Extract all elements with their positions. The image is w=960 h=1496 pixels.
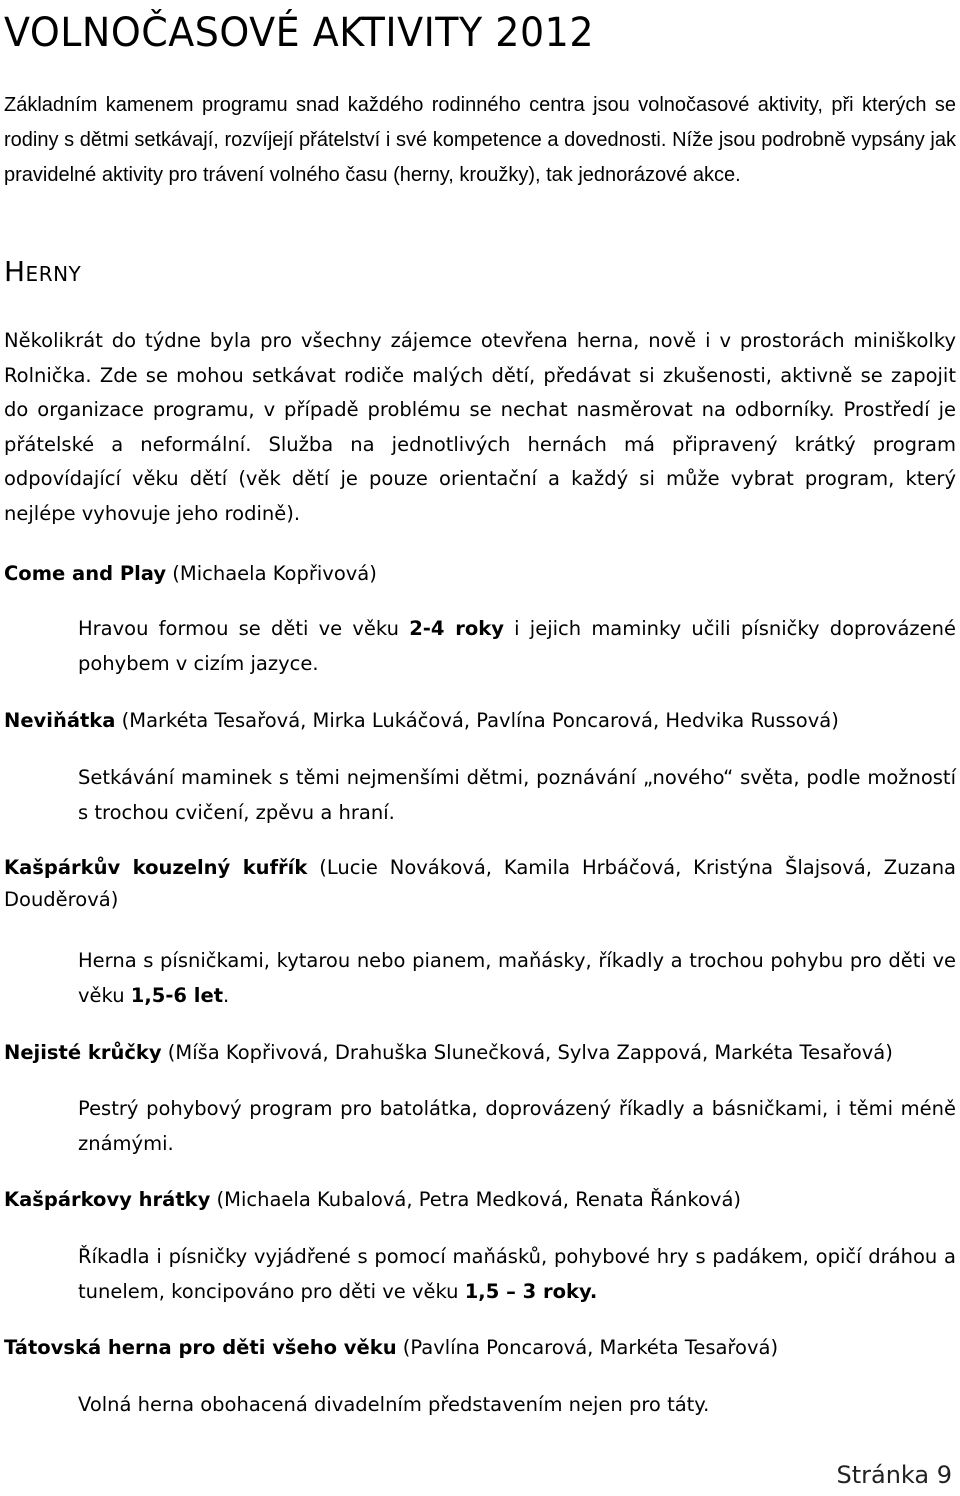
activity-leaders: (Pavlína Poncarová, Markéta Tesařová) bbox=[402, 1336, 779, 1359]
activity-description bbox=[78, 1388, 956, 1423]
activity-name: Kašpárkovy hrátky bbox=[4, 1188, 211, 1211]
activity-leaders: (Michaela Kubalová, Petra Medková, Renata Řánková) bbox=[216, 1188, 742, 1211]
activity-desc-age: 1,5 – 3 roky. bbox=[464, 1279, 598, 1303]
activity-heading bbox=[4, 558, 956, 590]
page-title: VOLNOČASOVÉ AKTIVITY 2012 bbox=[4, 9, 595, 56]
activity-name: Kašpárkův kouzelný kufřík bbox=[4, 856, 308, 879]
activity-description bbox=[78, 1240, 956, 1309]
activity-description bbox=[78, 944, 956, 1013]
activity-desc-age: 2-4 roky bbox=[409, 617, 504, 640]
activity-desc-text: i jejich maminky učili písničky doprovázené pohybem v cizím jazyce. bbox=[78, 617, 957, 675]
activity-desc-text: . bbox=[223, 983, 230, 1007]
activity-leaders: (Lucie Nováková, Kamila Hrbáčová, Kristýna Šlajsová, Zuzana Douděrová) bbox=[4, 856, 956, 911]
activity-heading bbox=[4, 1332, 956, 1364]
activity-heading bbox=[4, 1037, 956, 1069]
activity-name: Tátovská herna pro děti všeho věku bbox=[4, 1336, 397, 1359]
activity-desc-text: Herna s písničkami, kytarou nebo pianem, maňásky, říkadly a trochou pohybu pro děti ve věku bbox=[78, 949, 956, 1007]
activity-desc-text: Setkávání maminek s těmi nejmenšími dětmi, poznávání „nového“ světa, podle možností s trochou cvičení, zpěvu a hraní. bbox=[78, 766, 956, 824]
activity-description bbox=[78, 761, 956, 830]
intro-paragraph: Základním kamenem programu snad každého rodinného centra jsou volnočasové aktivity, při kterých se rodiny s dětmi setkávají, rozvíjejí přátelství i své kompetence a dovednosti. Níže jsou podrobně vypsány jak pravidelné aktivity pro trávení volného času (herny, kroužky), tak jednorázové akce. bbox=[4, 94, 956, 186]
activity-heading bbox=[4, 1184, 956, 1216]
activity-desc-age: 1,5-6 let bbox=[130, 983, 224, 1007]
activity-description bbox=[78, 612, 956, 681]
page-number: Stránka 9 bbox=[836, 1461, 952, 1489]
herny-paragraph: Několikrát do týdne byla pro všechny zájemce otevřena herna, nově i v prostorách miniškolky Rolnička. Zde se mohou setkávat rodiče malých dětí, předávat si zkušenosti, aktivně se zapojit do organizace programu, v případě problému se nechat nasměrovat na odborníky. Prostředí je přátelské a neformální. Služba na jednotlivých hernách má připravený krátký program odpovídající věku dětí (věk dětí je pouze orientační a každý si může vybrat program, který nejlépe vyhovuje jeho rodině). bbox=[4, 329, 956, 525]
activity-name: Come and Play bbox=[4, 562, 167, 585]
activity-description bbox=[78, 1092, 956, 1161]
activity-name: Neviňátka bbox=[4, 709, 116, 732]
activity-leaders: (Michaela Kopřivová) bbox=[172, 562, 377, 585]
section-heading-herny: Herny bbox=[4, 255, 82, 288]
activity-desc-text: Pestrý pohybový program pro batolátka, doprovázený říkadly a básničkami, i těmi méně známými. bbox=[78, 1097, 956, 1155]
activity-heading bbox=[4, 852, 956, 916]
activity-desc-text: Říkadla i písničky vyjádřené s pomocí maňásků, pohybové hry s padákem, opičí dráhou a tunelem, koncipováno pro děti ve věku bbox=[78, 1245, 956, 1303]
activity-leaders: (Markéta Tesařová, Mirka Lukáčová, Pavlína Poncarová, Hedvika Russová) bbox=[121, 709, 839, 732]
activity-leaders: (Míša Kopřivová, Drahuška Slunečková, Sylva Zappová, Markéta Tesařová) bbox=[167, 1041, 893, 1064]
activity-desc-text: Hravou formou se děti ve věku bbox=[78, 617, 410, 640]
activity-desc-text: Volná herna obohacená divadelním představením nejen pro táty. bbox=[78, 1393, 710, 1416]
activity-name: Nejisté krůčky bbox=[4, 1041, 162, 1064]
activity-heading bbox=[4, 705, 956, 737]
